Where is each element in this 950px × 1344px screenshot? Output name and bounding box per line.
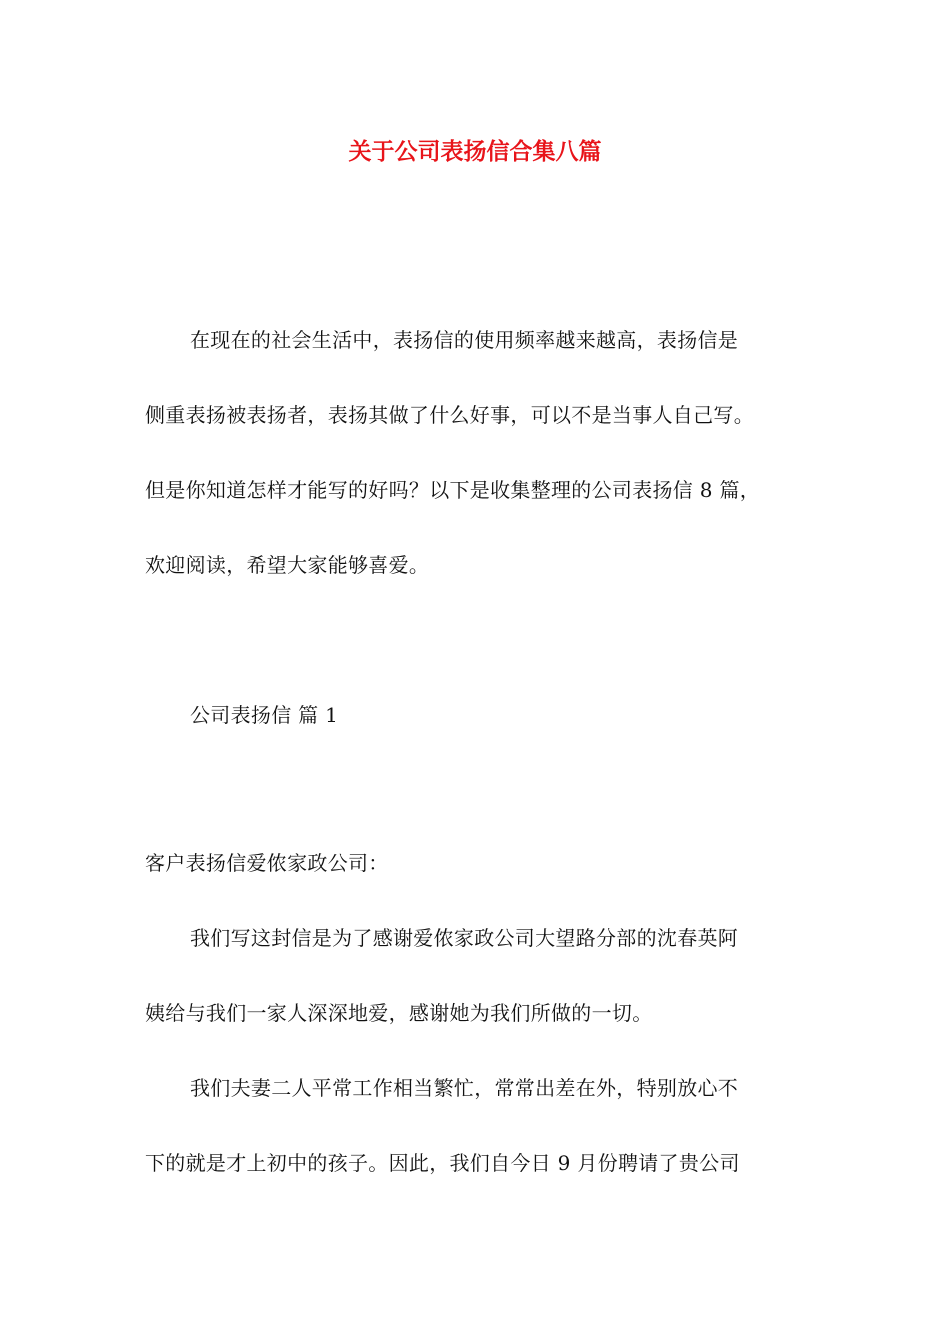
paragraph-line: 欢迎阅读，希望大家能够喜爱。 [145, 553, 430, 577]
section-heading: 公司表扬信 篇 1 [190, 703, 339, 727]
paragraph-line: 在现在的社会生活中，表扬信的使用频率越来越高，表扬信是 [190, 328, 739, 352]
paragraph-line: 我们夫妻二人平常工作相当繁忙，常常出差在外，特别放心不 [190, 1076, 739, 1100]
paragraph-line: 下的就是才上初中的孩子。因此，我们自今日 9 月份聘请了贵公司 [145, 1151, 740, 1175]
paragraph-line: 我们写这封信是为了感谢爱侬家政公司大望路分部的沈春英阿 [190, 926, 739, 950]
salutation: 客户表扬信爱侬家政公司： [145, 851, 389, 875]
paragraph-line: 姨给与我们一家人深深地爱，感谢她为我们所做的一切。 [145, 1001, 653, 1025]
paragraph-line: 侧重表扬被表扬者，表扬其做了什么好事，可以不是当事人自己写。 [145, 403, 754, 427]
paragraph-line: 但是你知道怎样才能写的好吗？以下是收集整理的公司表扬信 8 篇， [145, 478, 761, 502]
document-title: 关于公司表扬信合集八篇 [348, 139, 602, 165]
